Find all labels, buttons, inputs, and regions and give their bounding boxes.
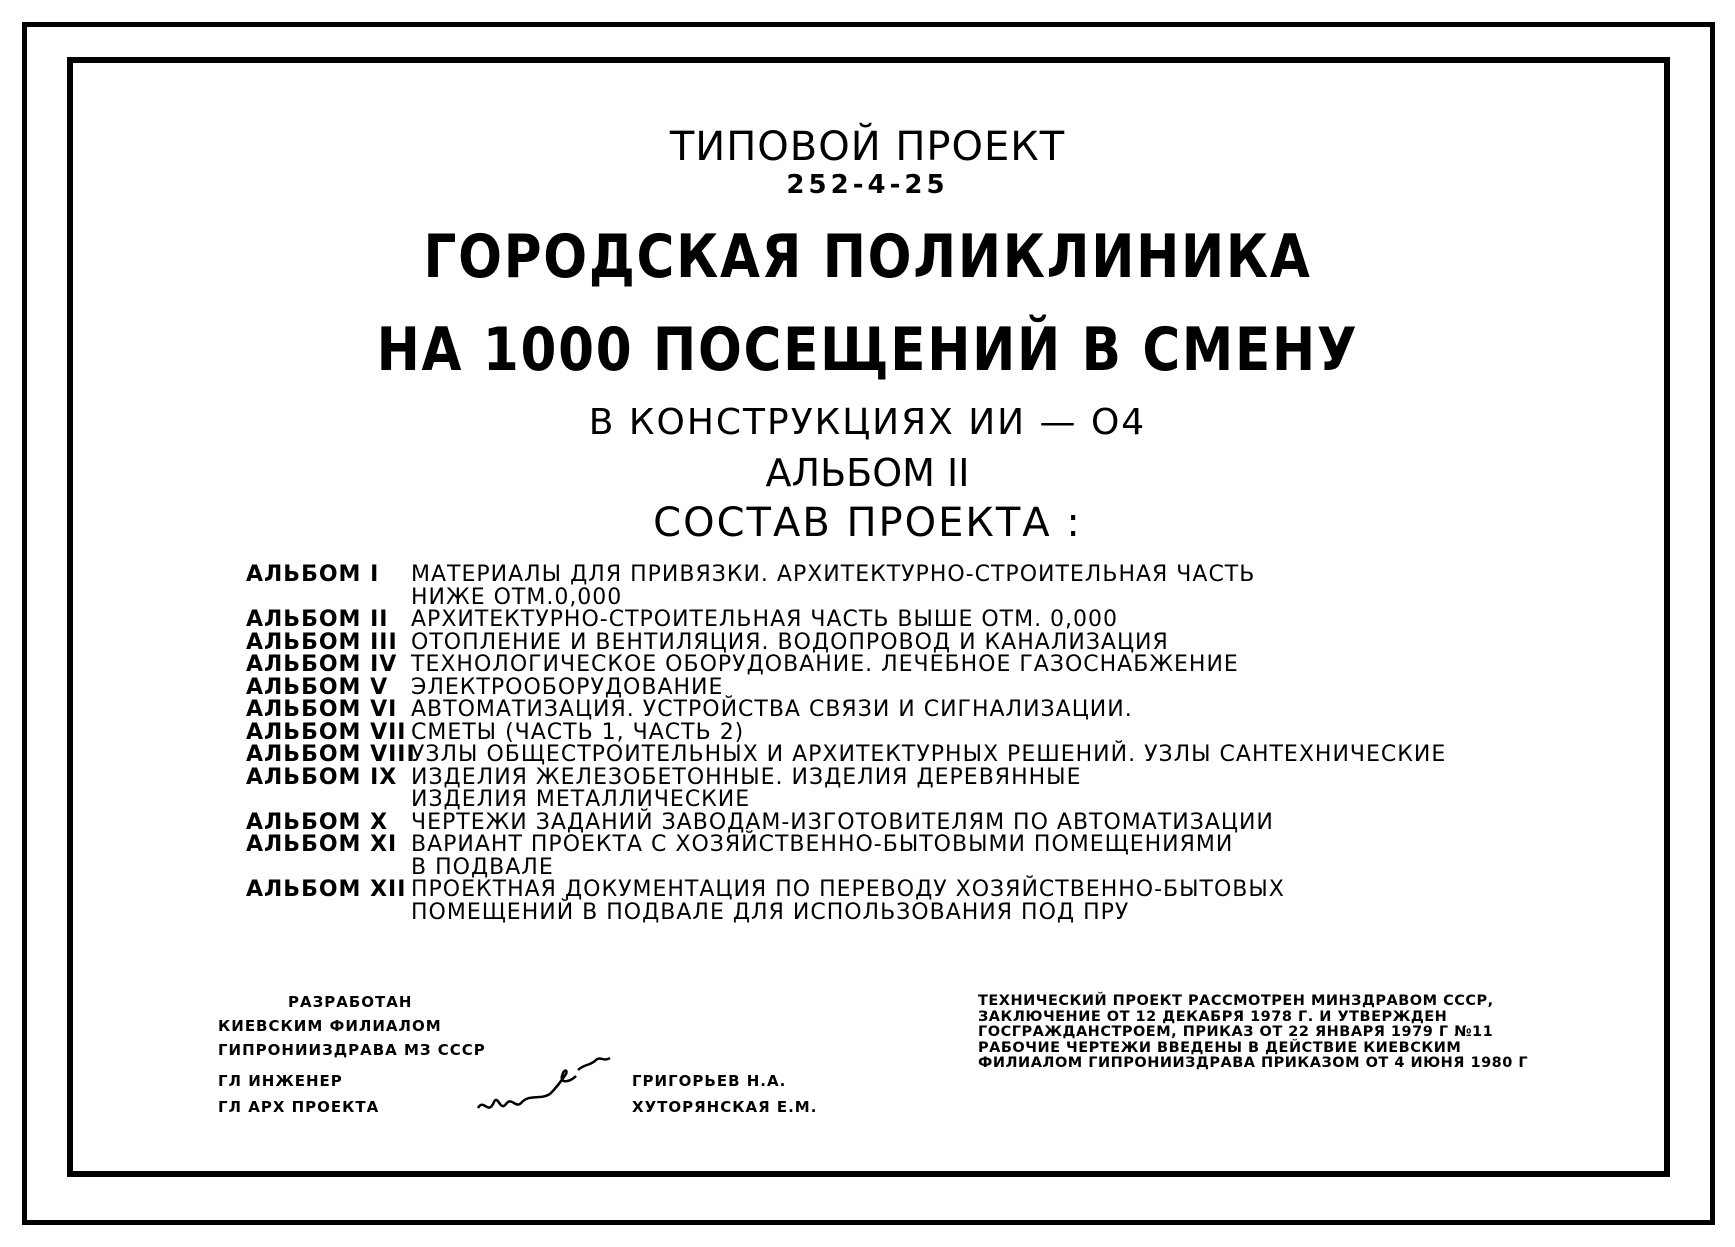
developer-line: РАЗРАБОТАН [288, 993, 413, 1011]
album-line: ЧЕРТЕЖИ ЗАДАНИЙ ЗАВОДАМ-ИЗГОТОВИТЕЛЯМ ПО АВТОМАТИЗАЦИИ [411, 809, 1274, 835]
album-row [246, 564, 1576, 609]
main-title-line2: НА 1000 ПОСЕЩЕНИЙ В СМЕНУ [376, 315, 1359, 385]
developer-block [218, 990, 486, 1062]
album-description [411, 654, 1576, 677]
album-number: АЛЬБОМ III [246, 629, 398, 655]
album-description [411, 609, 1576, 632]
album-row [246, 654, 1576, 677]
name-chief-architect: ХУТОРЯНСКАЯ Е.М. [632, 1098, 818, 1116]
approval-line: ФИЛИАЛОМ ГИПРОНИИЗДРАВА ПРИКАЗОМ ОТ 4 ИЮНЯ 1980 Г [978, 1055, 1529, 1071]
album-label: АЛЬБОМ II [765, 451, 970, 495]
project-number: 252-4-25 [786, 170, 949, 200]
album-description [411, 809, 1576, 835]
album-number: АЛЬБОМ VI [246, 697, 398, 722]
album-number: АЛЬБОМ II [246, 607, 389, 632]
album-number: АЛЬБОМ V [246, 674, 389, 700]
album-line: МАТЕРИАЛЫ ДЛЯ ПРИВЯЗКИ. АРХИТЕКТУРНО-СТРОИТЕЛЬНАЯ ЧАСТЬ [411, 562, 1256, 587]
developer-line: КИЕВСКИМ ФИЛИАЛОМ [218, 1017, 442, 1035]
signatory-roles [218, 1068, 379, 1120]
album-line: ИЗДЕЛИЯ МЕТАЛЛИЧЕСКИЕ [411, 787, 751, 812]
album-number: АЛЬБОМ VIII [246, 742, 416, 767]
album-row [246, 609, 1576, 632]
album-row [246, 699, 1576, 722]
role-chief-architect: ГЛ АРХ ПРОЕКТА [218, 1098, 380, 1116]
album-row [246, 879, 1576, 924]
album-row [246, 764, 1576, 812]
album-row [246, 674, 1576, 700]
album-line: ПОМЕЩЕНИЙ В ПОДВАЛЕ ДЛЯ ИСПОЛЬЗОВАНИЯ ПОД ПРУ [411, 899, 1130, 925]
album-line: ВАРИАНТ ПРОЕКТА С ХОЗЯЙСТВЕННО-БЫТОВЫМИ ПОМЕЩЕНИЯМИ [411, 832, 1234, 857]
album-row [246, 809, 1576, 835]
album-line: ПРОЕКТНАЯ ДОКУМЕНТАЦИЯ ПО ПЕРЕВОДУ ХОЗЯЙСТВЕННО-БЫТОВЫХ [411, 877, 1285, 902]
developer-line: ГИПРОНИИЗДРАВА МЗ СССР [218, 1041, 486, 1059]
signatory-names [632, 1068, 817, 1120]
album-row [246, 834, 1576, 879]
album-number: АЛЬБОМ I [246, 562, 380, 587]
composition-heading: СОСТАВ ПРОЕКТА : [653, 500, 1082, 546]
album-description [411, 744, 1576, 767]
role-chief-engineer: ГЛ ИНЖЕНЕР [218, 1072, 343, 1090]
album-line: ЭЛЕКТРООБОРУДОВАНИЕ [411, 674, 724, 700]
album-line: СМЕТЫ (ЧАСТЬ 1, ЧАСТЬ 2) [411, 719, 745, 745]
album-line: ТЕХНОЛОГИЧЕСКОЕ ОБОРУДОВАНИЕ. ЛЕЧЕБНОЕ ГАЗОСНАБЖЕНИЕ [411, 652, 1239, 677]
approval-note [978, 994, 1528, 1072]
album-description [411, 764, 1576, 812]
construction-subtitle: В КОНСТРУКЦИЯХ ИИ — О4 [588, 402, 1147, 443]
album-number: АЛЬБОМ XI [246, 832, 398, 857]
album-row [246, 629, 1576, 655]
album-description [411, 674, 1576, 700]
album-number: АЛЬБОМ VII [246, 719, 407, 745]
album-line: В ПОДВАЛЕ [411, 854, 554, 880]
album-line: АРХИТЕКТУРНО-СТРОИТЕЛЬНАЯ ЧАСТЬ ВЫШЕ ОТМ. 0,000 [411, 607, 1119, 632]
album-description [411, 699, 1576, 722]
album-line: УЗЛЫ ОБЩЕСТРОИТЕЛЬНЫХ И АРХИТЕКТУРНЫХ РЕШЕНИЙ. УЗЛЫ САНТЕХНИЧЕСКИЕ [411, 742, 1447, 767]
album-description [411, 879, 1576, 924]
name-chief-engineer: ГРИГОРЬЕВ Н.А. [632, 1072, 787, 1090]
project-type-label: ТИПОВОЙ ПРОЕКТ [669, 124, 1066, 170]
approval-line: РАБОЧИЕ ЧЕРТЕЖИ ВВЕДЕНЫ В ДЕЙСТВИЕ КИЕВСКИМ [978, 1039, 1462, 1056]
album-number: АЛЬБОМ IV [246, 652, 398, 677]
album-number: АЛЬБОМ XII [246, 877, 407, 902]
handwritten-signature [470, 1050, 620, 1120]
approval-line: ГОСГРАЖДАНСТРОЕМ, ПРИКАЗ ОТ 22 ЯНВАРЯ 1979 Г №11 [978, 1024, 1494, 1040]
approval-line: ТЕХНИЧЕСКИЙ ПРОЕКТ РАССМОТРЕН МИНЗДРАВОМ СССР, [978, 993, 1494, 1009]
album-line: АВТОМАТИЗАЦИЯ. УСТРОЙСТВА СВЯЗИ И СИГНАЛИЗАЦИИ. [411, 697, 1133, 722]
album-number: АЛЬБОМ X [246, 809, 389, 835]
album-line: НИЖЕ ОТМ.0,000 [411, 584, 623, 610]
main-title-line1: ГОРОДСКАЯ ПОЛИКЛИНИКА [423, 222, 1312, 292]
approval-line: ЗАКЛЮЧЕНИЕ ОТ 12 ДЕКАБРЯ 1978 Г. И УТВЕРЖДЕН [978, 1008, 1448, 1025]
album-number: АЛЬБОМ IX [246, 764, 398, 790]
album-description [411, 834, 1576, 879]
album-list [246, 564, 1576, 924]
album-row [246, 719, 1576, 745]
album-description [411, 629, 1576, 655]
album-row [246, 744, 1576, 767]
album-description [411, 564, 1576, 609]
album-description [411, 719, 1576, 745]
album-line: ОТОПЛЕНИЕ И ВЕНТИЛЯЦИЯ. ВОДОПРОВОД И КАНАЛИЗАЦИЯ [411, 629, 1169, 655]
album-line: ИЗДЕЛИЯ ЖЕЛЕЗОБЕТОННЫЕ. ИЗДЕЛИЯ ДЕРЕВЯННЫЕ [411, 764, 1082, 790]
